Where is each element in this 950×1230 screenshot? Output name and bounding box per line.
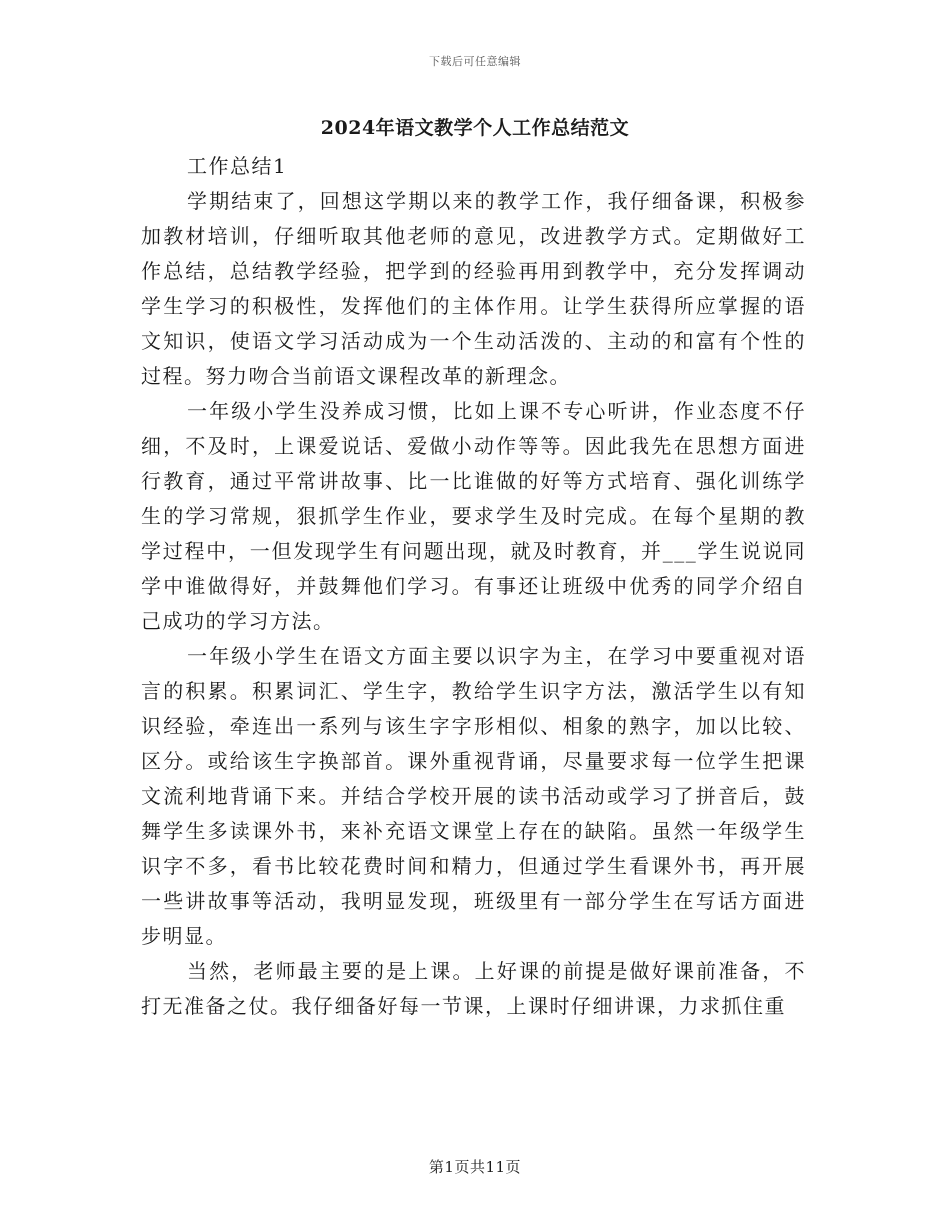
paragraph-2: 一年级小学生没养成习惯，比如上课不专心听讲，作业态度不仔细，不及时，上课爱说话、爱做小动作等等。因此我先在思想方面进行教育，通过平常讲故事、比一比谁做的好等方式培育、强化训练学生的学习常规，狠抓学生作业，要求学生及时完成。在每个星期的教学过程中，一但发现学生有问题出现，就及时教育，并___学生说说同学中谁做得好，并鼓舞他们学习。有事还让班级中优秀的同学介绍自己成功的学习方法。 [141, 399, 806, 633]
paragraph-1: 学期结束了，回想这学期以来的教学工作，我仔细备课，积极参加教材培训，仔细听取其他老师的意见，改进教学方式。定期做好工作总结，总结教学经验，把学到的经验再用到教学中，充分发挥调动学生学习的积极性，发挥他们的主体作用。让学生获得所应掌握的语文知识，使语文学习活动成为一个生动活泼的、主动的和富有个性的过程。努力吻合当前语文课程改革的新理念。 [141, 189, 806, 388]
header-note: 下载后可任意编辑 [429, 55, 521, 68]
paragraph-3: 一年级小学生在语文方面主要以识字为主，在学习中要重视对语言的积累。积累词汇、学生字，教给学生识字方法，激活学生以有知识经验，牵连出一系列与该生字字形相似、相象的熟字，加以比较、区分。或给该生字换部首。课外重视背诵，尽量要求每一位学生把课文流利地背诵下来。并结合学校开展的读书活动或学习了拼音后，鼓舞学生多读课外书，来补充语文课堂上存在的缺陷。虽然一年级学生识字不多，看书比较花费时间和精力，但通过学生看课外书，再开展一些讲故事等活动，我明显发现，班级里有一部分学生在写话方面进步明显。 [141, 644, 806, 948]
document-title: 2024年语文教学个人工作总结范文 [320, 117, 630, 139]
page-number: 第1页共11页 [428, 1158, 522, 1176]
document-body [141, 149, 806, 1024]
paragraph-4: 当然，老师最主要的是上课。上好课的前提是做好课前准备，不打无准备之仗。我仔细备好每一节课，上课时仔细讲课，力求抓住重 [141, 959, 806, 1018]
section-heading: 工作总结1 [187, 154, 288, 178]
